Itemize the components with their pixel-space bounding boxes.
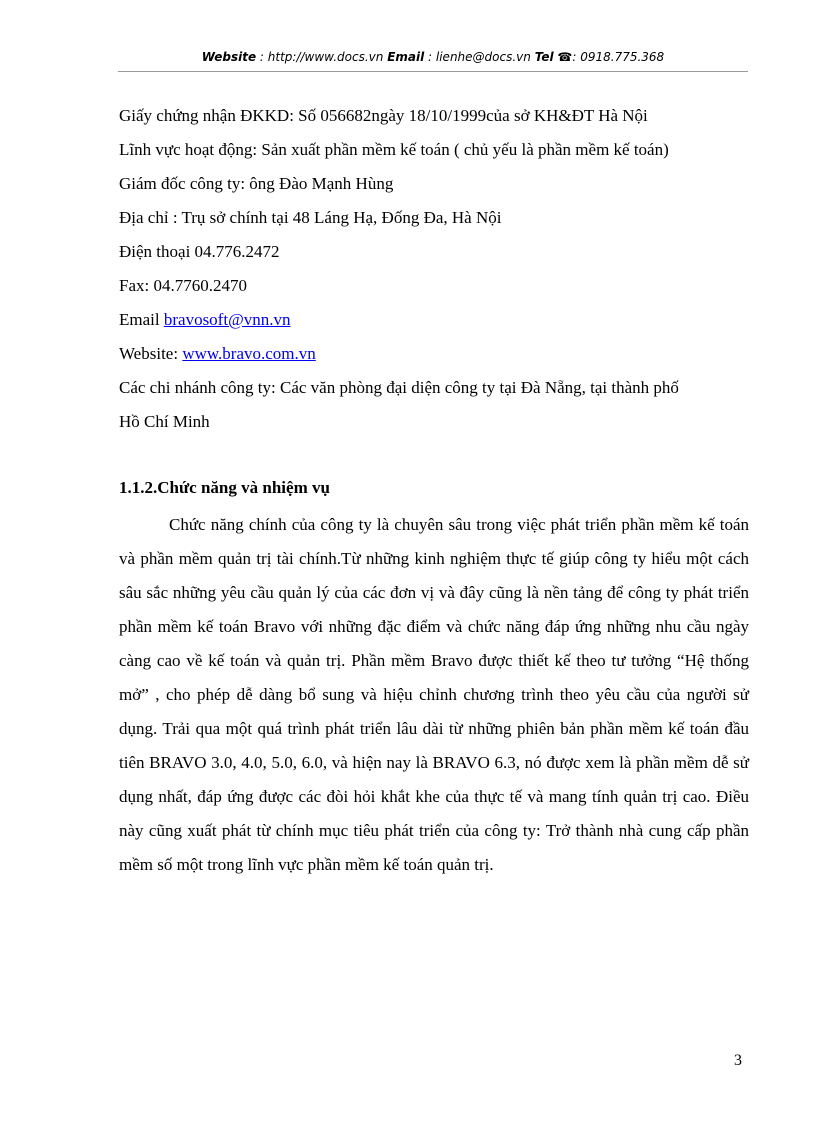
header-website-value: : http://www.docs.vn	[256, 50, 388, 64]
info-field: Lĩnh vực hoạt động: Sản xuất phần mềm kế toán ( chủ yếu là phần mềm kế toán)	[119, 140, 669, 159]
page-header	[118, 50, 748, 64]
section-title: 1.1.2.Chức năng và nhiệm vụ	[119, 478, 330, 497]
info-registration: Giấy chứng nhận ĐKKD: Số 056682ngày 18/10/1999của sở KH&ĐT Hà Nội	[119, 106, 648, 125]
email-link[interactable]: bravosoft@vnn.vn	[163, 310, 291, 329]
section-paragraph: Chức năng chính của công ty là chuyên sâu trong việc phát triển phần mềm kế toán và phần mềm quản trị tài chính.Từ những kinh nghiệm thực tế giúp công ty hiểu một cách sâu sắc những yêu cầu quản lý của các đơn vị và đây cũng là nền tảng để công ty phát triển phần mềm kế toán Bravo với những đặc điểm và chức năng đáp ứng những nhu cầu ngày càng cao về kế toán và quản trị. Phần mềm Bravo được thiết kế theo tư tưởng “Hệ thống mở” , cho phép dễ dàng bổ sung và hiệu chỉnh chương trình theo yêu cầu của người sử dụng. Trải qua một quá trình phát triển lâu dài từ những phiên bản phần mềm kế toán đầu tiên BRAVO 3.0, 4.0, 5.0, 6.0, và hiện nay là BRAVO 6.3, nó được xem là phần mềm dễ sử dụng nhất, đáp ứng được các đòi hỏi khắt khe của thực tế và mang tính quản trị cao. Điều này cũng xuất phát từ chính mục tiêu phát triển của công ty: Trở thành nhà cung cấp phần mềm số một trong lĩnh vực phần mềm kế toán quản trị.	[119, 515, 749, 874]
info-website-label: Website:	[119, 344, 183, 363]
page-number: 3	[734, 1052, 742, 1069]
info-address: Địa chỉ : Trụ sở chính tại 48 Láng Hạ, Đống Đa, Hà Nội	[119, 208, 502, 227]
info-email-label: Email	[119, 310, 164, 329]
phone-icon: ☎	[557, 50, 573, 64]
info-branches-line2: Hồ Chí Minh	[119, 412, 210, 431]
header-tel-label: Tel	[534, 50, 554, 64]
website-link[interactable]: www.bravo.com.vn	[182, 344, 316, 363]
info-email	[119, 303, 749, 337]
info-website	[119, 337, 749, 371]
company-info	[119, 99, 749, 439]
info-director: Giám đốc công ty: ông Đào Mạnh Hùng	[119, 174, 394, 193]
info-branches-line1: Các chi nhánh công ty: Các văn phòng đại diện công ty tại Đà Nẵng, tại thành phố	[119, 378, 679, 397]
header-website-label: Website	[201, 50, 257, 64]
info-phone: Điện thoại 04.776.2472	[119, 242, 280, 261]
header-email-value: : lienhe@docs.vn	[424, 50, 535, 64]
header-divider	[118, 71, 748, 72]
info-fax: Fax: 04.7760.2470	[119, 276, 247, 295]
header-email-label: Email	[387, 50, 425, 64]
header-tel-value: : 0918.775.368	[572, 50, 665, 64]
